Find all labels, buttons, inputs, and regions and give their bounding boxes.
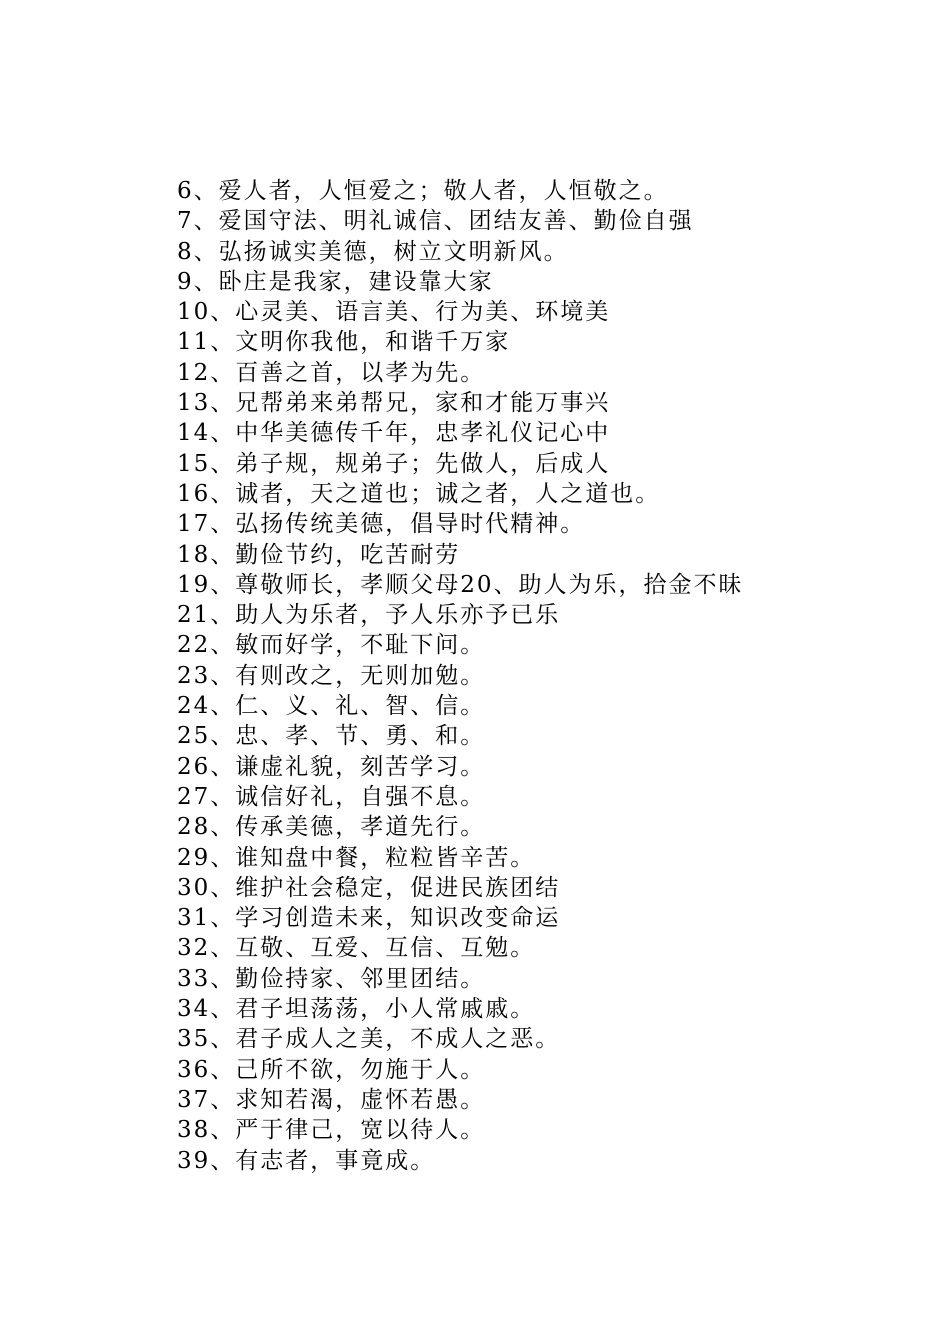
slogan-line: 30、维护社会稳定，促进民族团结 — [177, 874, 561, 901]
slogan-line: 9、卧庄是我家，建设靠大家 — [177, 268, 494, 295]
slogan-line: 18、勤俭节约，吃苦耐劳 — [177, 541, 461, 568]
slogan-line: 13、兄帮弟来弟帮兄，家和才能万事兴 — [177, 390, 611, 417]
slogan-line: 33、勤俭持家、邻里团结。 — [177, 965, 486, 992]
slogan-line: 19、尊敬师长，孝顺父母20、助人为乐，拾金不昧 — [177, 571, 744, 598]
slogan-line: 35、君子成人之美，不成人之恶。 — [177, 1026, 561, 1053]
slogan-line: 32、互敬、互爱、互信、互勉。 — [177, 935, 536, 962]
slogan-line: 37、求知若渴，虚怀若愚。 — [177, 1086, 486, 1113]
slogan-line: 31、学习创造未来，知识改变命运 — [177, 905, 561, 932]
slogan-line: 14、中华美德传千年，忠孝礼仪记心中 — [177, 420, 611, 447]
slogan-line: 16、诚者，天之道也；诚之者，人之道也。 — [177, 480, 661, 507]
slogan-line: 28、传承美德，孝道先行。 — [177, 814, 486, 841]
slogan-line: 29、谁知盘中餐，粒粒皆辛苦。 — [177, 844, 536, 871]
slogan-line: 38、严于律己，宽以待人。 — [177, 1117, 486, 1144]
slogan-line: 7、爱国守法、明礼诚信、团结友善、勤俭自强 — [177, 208, 694, 235]
slogan-line: 24、仁、义、礼、智、信。 — [177, 693, 486, 720]
slogan-line: 8、弘扬诚实美德，树立文明新风。 — [177, 238, 569, 265]
slogan-line: 10、心灵美、语言美、行为美、环境美 — [177, 299, 611, 326]
slogan-line: 39、有志者，事竟成。 — [177, 1147, 436, 1174]
slogan-line: 25、忠、孝、节、勇、和。 — [177, 723, 486, 750]
slogan-line: 21、助人为乐者，予人乐亦予已乐 — [177, 602, 561, 629]
slogan-line: 15、弟子规，规弟子；先做人，后成人 — [177, 450, 611, 477]
slogan-line: 17、弘扬传统美德，倡导时代精神。 — [177, 511, 586, 538]
slogan-line: 22、敏而好学，不耻下问。 — [177, 632, 486, 659]
slogan-line: 26、谦虚礼貌，刻苦学习。 — [177, 753, 486, 780]
slogan-line: 6、爱人者，人恒爱之；敬人者，人恒敬之。 — [177, 178, 669, 204]
slogan-line: 12、百善之首，以孝为先。 — [177, 359, 486, 386]
slogan-line: 27、诚信好礼，自强不息。 — [177, 783, 486, 810]
slogan-line: 11、文明你我他，和谐千万家 — [177, 329, 511, 356]
slogan-line: 34、君子坦荡荡，小人常戚戚。 — [177, 996, 536, 1023]
slogan-line: 36、己所不欲，勿施于人。 — [177, 1056, 486, 1083]
slogan-list — [177, 176, 917, 1176]
slogan-line: 23、有则改之，无则加勉。 — [177, 662, 486, 689]
